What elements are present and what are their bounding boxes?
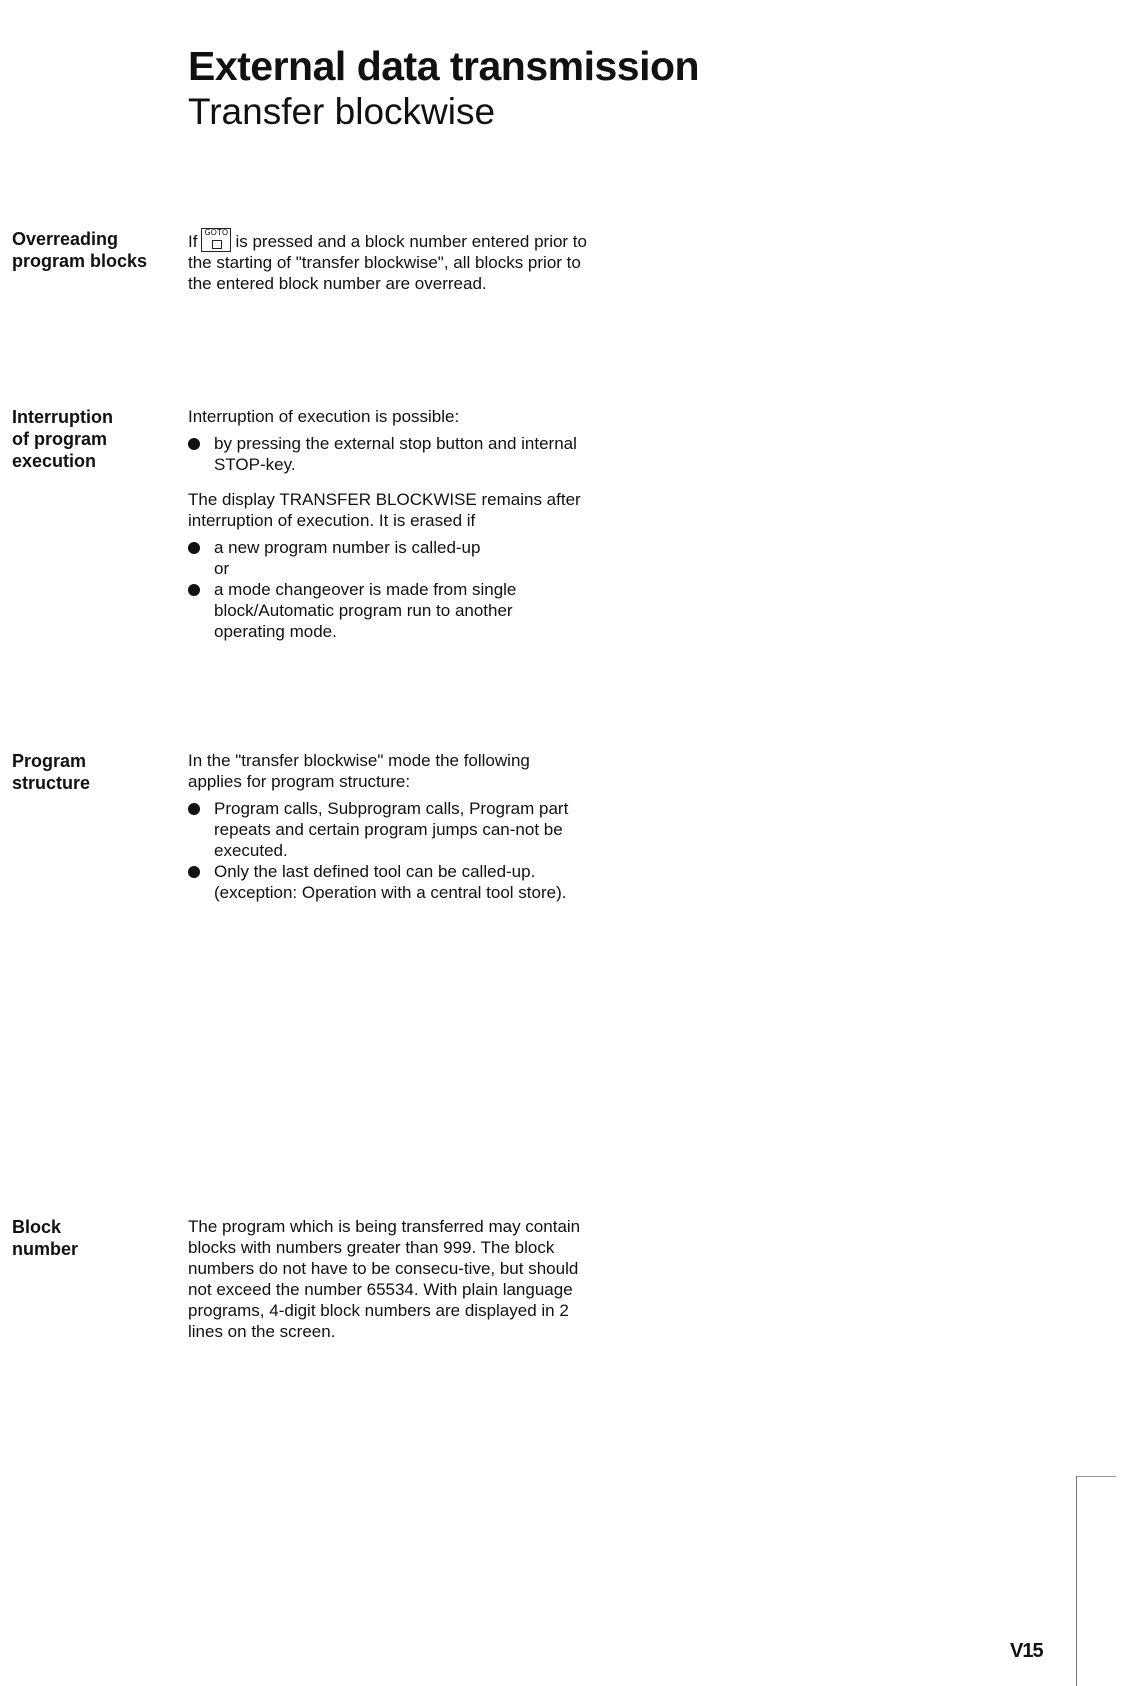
section-body-program-structure	[188, 750, 588, 903]
bullet-icon	[188, 542, 200, 554]
overreading-if: If	[188, 232, 198, 251]
goto-key-icon	[201, 228, 231, 252]
program-structure-intro: In the "transfer blockwise" mode the following applies for program structure:	[188, 751, 530, 791]
overreading-rest: is pressed and a block number entered prior to the starting of "transfer blockwise", all blocks prior to the entered block number are overread.	[188, 232, 587, 293]
or-line: or	[214, 559, 230, 578]
section-label-interruption: Interruption of program execution	[12, 407, 113, 471]
page-subtitle: Transfer blockwise	[188, 91, 496, 132]
bullet-icon	[188, 866, 200, 878]
section-label-program-structure: Program structure	[12, 751, 91, 793]
bullet-text: Only the last defined tool can be called-up. (exception: Operation with a central tool store).	[214, 862, 567, 902]
bullet-text: Program calls, Subprogram calls, Program part repeats and certain program jumps can-not be executed.	[214, 799, 569, 860]
interruption-bullets	[188, 433, 588, 475]
overreading-text	[188, 228, 588, 294]
page-title: External data transmission	[188, 43, 700, 89]
page-edge-line	[1076, 1476, 1077, 1686]
bullet-icon	[188, 438, 200, 450]
bullet-icon	[188, 584, 200, 596]
goto-key-label: GOTO	[204, 228, 229, 237]
bullet-icon	[188, 803, 200, 815]
section-body-interruption	[188, 406, 588, 642]
page-number: V15	[1010, 1640, 1043, 1662]
list-item	[188, 861, 588, 903]
list-item	[188, 579, 588, 642]
section-label-overreading: Overreading program blocks	[12, 229, 148, 271]
section-body-block-number	[188, 1216, 588, 1342]
bullet-text: by pressing the external stop button and internal STOP-key.	[214, 434, 577, 474]
list-item	[188, 537, 588, 558]
page-edge-tick	[1076, 1476, 1116, 1477]
goto-key-square	[212, 240, 222, 249]
interruption-intro: Interruption of execution is possible:	[188, 407, 460, 426]
list-item	[188, 433, 588, 475]
list-item	[188, 798, 588, 861]
program-structure-bullets	[188, 798, 588, 903]
erase-conditions	[188, 537, 588, 642]
bullet-text: a mode changeover is made from single block/Automatic program run to another operating mode.	[214, 580, 517, 641]
section-label-block-number: Block number	[12, 1217, 79, 1259]
bullet-text: a new program number is called-up	[214, 538, 481, 557]
section-body-overreading	[188, 228, 588, 294]
block-number-text: The program which is being transferred may contain blocks with numbers greater than 999. The block numbers do not have to be consecu-tive, but should not exceed the number 65534. With plain language programs, 4-digit block numbers are displayed in 2 lines on the screen.	[188, 1217, 581, 1341]
interruption-paragraph: The display TRANSFER BLOCKWISE remains after interruption of execution. It is erased if	[188, 490, 581, 530]
